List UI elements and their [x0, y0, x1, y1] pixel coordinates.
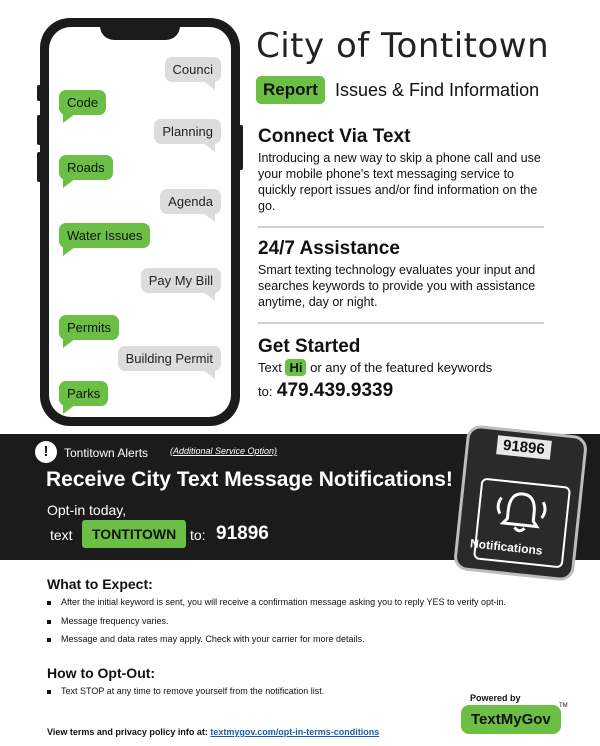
list-item-text: Message frequency varies.	[61, 616, 169, 626]
terms-text: View terms and privacy policy info at:	[47, 727, 208, 737]
phone-power-button	[239, 125, 243, 170]
alerts-label: Tontitown Alerts	[64, 446, 149, 460]
exclamation-icon: !	[35, 441, 57, 463]
assistance-body: Smart texting technology evaluates your input and searches keywords to provide you with assistance anytime, day or night.	[258, 263, 536, 309]
to-word: to:	[190, 527, 206, 543]
chat-bubble: Code	[59, 90, 106, 115]
assistance-heading: 24/7 Assistance	[258, 238, 400, 259]
chat-bubble: Building Permit	[118, 346, 221, 371]
hi-keyword-badge: Hi	[285, 359, 306, 376]
short-code: 91896	[216, 523, 269, 544]
list-item	[47, 686, 324, 696]
alerts-title: Receive City Text Message Notifications!	[46, 468, 453, 491]
list-item-text: Text STOP at any time to remove yourself from the notification list.	[61, 686, 325, 696]
connect-body: Introducing a new way to skip a phone call and use your mobile phone's text messaging service to quickly report issues and/or find information on the go.	[258, 151, 541, 213]
notification-phone-number: 91896	[496, 435, 551, 460]
tontitown-keyword-badge: TONTITOWN	[82, 520, 186, 548]
list-item	[47, 616, 169, 626]
get-started-heading: Get Started	[258, 336, 361, 357]
chat-bubble: Roads	[59, 155, 113, 180]
connect-heading: Connect Via Text	[258, 126, 411, 147]
divider	[258, 322, 544, 324]
phone-number: 479.439.9339	[276, 380, 394, 401]
to-word: to:	[258, 384, 273, 399]
keywords-text: or any of the featured keywords	[310, 360, 493, 375]
chat-bubble: Pay My Bill	[141, 268, 221, 293]
divider	[258, 226, 544, 228]
terms-link[interactable]: textmygov.com/opt-in-terms-conditions	[210, 727, 380, 737]
chat-bubble: Permits	[59, 315, 119, 340]
chat-bubble: Counci	[165, 57, 221, 82]
terms-line	[47, 727, 379, 737]
page-title: City of Tontitown	[256, 26, 550, 66]
report-subtitle: Issues & Find Information	[335, 80, 540, 100]
expect-heading: What to Expect:	[47, 576, 153, 592]
phone-side-button	[37, 152, 41, 182]
chat-bubble: Planning	[154, 119, 221, 144]
report-badge: Report	[256, 76, 325, 104]
get-started-line	[258, 360, 492, 375]
list-item-text: Message and data rates may apply. Check with your carrier for more details.	[61, 634, 365, 644]
optin-text: Opt-in today,	[47, 502, 127, 518]
list-item-text: After the initial keyword is sent, you will receive a confirmation message asking you to reply YES to verify opt-in.	[61, 597, 507, 607]
list-item	[47, 597, 506, 607]
phone-notch	[100, 18, 180, 40]
notifications-label: Notifications	[469, 536, 544, 558]
chat-bubble: Water Issues	[59, 223, 150, 248]
trademark: TM	[559, 703, 568, 709]
phone-side-button	[37, 85, 41, 101]
phone-side-button	[37, 115, 41, 145]
bell-icon	[478, 482, 565, 542]
additional-service-link[interactable]: (Additional Service Option)	[170, 446, 278, 456]
text-word: Text	[258, 360, 282, 375]
textmygov-logo: TextMyGov	[461, 705, 561, 734]
powered-by: Powered by	[470, 693, 521, 703]
optout-heading: How to Opt-Out:	[47, 665, 156, 681]
text-word: text	[50, 527, 73, 543]
phone-screen	[49, 27, 231, 417]
chat-bubble: Parks	[59, 381, 108, 406]
chat-bubble: Agenda	[160, 189, 221, 214]
phone-number-line	[258, 380, 393, 402]
list-item	[47, 634, 364, 644]
